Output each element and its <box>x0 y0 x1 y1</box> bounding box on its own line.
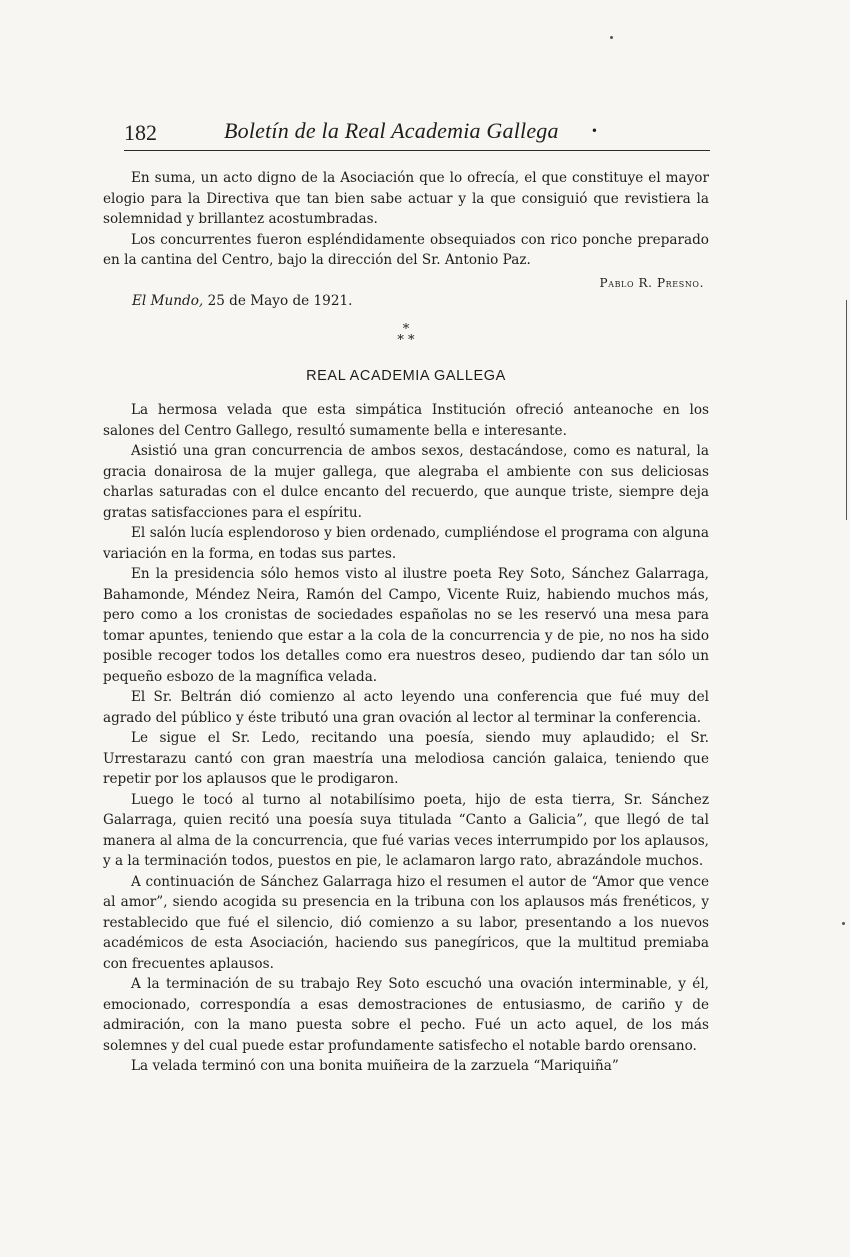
scan-speck <box>842 922 845 925</box>
scan-edge-line <box>846 300 848 520</box>
article-paragraph-10: La velada terminó con una bonita muiñeira de la zarzuela “Mariquiña” <box>131 1058 619 1074</box>
article-paragraph-3: El salón lucía esplendoroso y bien ordenado, cumpliéndose el programa con alguna variación en la forma, en todas sus partes. <box>103 525 709 562</box>
intro-paragraph-1: En suma, un acto digno de la Asociación que lo ofrecía, el que constituye el mayor elogio para la Directiva que tan bien sabe actuar y la que consiguió que revistiera la solemnidad y brillantez acostumbradas. <box>103 170 709 227</box>
article-paragraph-8: A continuación de Sánchez Galarraga hizo el resumen el autor de “Amor que vence al amor”, siendo acogida su presencia en la tribuna con los aplausos más frenéticos, y restablecido que fué el silencio, dió comienzo a su labor, presentando a los nuevos académicos de esta Asociación, haciendo sus panegíricos, que la multitud premiaba con frecuentes aplausos. <box>103 873 709 972</box>
publication-date: 25 de Mayo de 1921. <box>207 293 353 309</box>
article-paragraph-4: En la presidencia sólo hemos visto al ilustre poeta Rey Soto, Sánchez Galarraga, Bahamonde, Méndez Neira, Ramón del Campo, Vicente Ruiz, habiendo muchos más, pero como a los cronistas de sociedades españolas no se les reservó una mesa para tomar apuntes, teniendo que estar a la cola de la concurrencia y de pie, no nos ha sido posible recoger todos los detalles como era nuestros deseo, pudiendo dar tan sólo un pequeño esbozo de la magnífica velada. <box>103 566 709 685</box>
section-asterism <box>388 324 424 346</box>
author-signature: Pablo R. Presno. <box>599 276 704 290</box>
running-title: Boletín de la Real Academia Gallega <box>224 118 559 143</box>
scan-speck <box>610 36 613 39</box>
section-title: REAL ACADEMIA GALLEGA <box>306 368 506 384</box>
asterism-top: * <box>402 322 410 337</box>
intro-paragraph-2: Los concurrentes fueron espléndidamente obsequiados con rico ponche preparado en la cantina del Centro, bajo la dirección del Sr. Antonio Paz. <box>103 231 709 268</box>
asterism-bottom: * * <box>397 333 415 348</box>
article-paragraph-6: Le sigue el Sr. Ledo, recitando una poesía, siendo muy aplaudido; el Sr. Urrestarazu cantó con gran maestría una melodiosa canción galaica, teniendo que repetir por los aplausos que le prodigaron. <box>103 730 709 787</box>
source-citation <box>132 293 352 309</box>
header-mark: • <box>590 124 598 138</box>
page-header <box>124 118 710 151</box>
intro-text <box>103 168 709 271</box>
page-number: 182 <box>124 120 157 145</box>
article-paragraph-2: Asistió una gran concurrencia de ambos sexos, destacándose, como es natural, la gracia donairosa de la mujer gallega, que alegraba el ambiente con sus deliciosas charlas saturadas con el dulce encanto del recuerdo, que aunque triste, siempre deja gratas satisfacciones para el espíritu. <box>103 443 709 521</box>
newspaper-name: El Mundo, <box>132 293 204 309</box>
article-paragraph-9: A la terminación de su trabajo Rey Soto escuchó una ovación interminable, y él, emocionado, correspondía a esas demostraciones de entusiasmo, de cariño y de admiración, con la mano puesta sobre el pecho. Fué un acto aquel, de los más solemnes y del cual puede estar profundamente satisfecho el notable bardo orensano. <box>103 976 709 1054</box>
article-text <box>103 400 709 1077</box>
article-paragraph-7: Luego le tocó al turno al notabilísimo poeta, hijo de esta tierra, Sr. Sánchez Galarraga, quien recitó una poesía suya titulada “Canto a Galicia”, que llegó de tal manera al alma de la concurrencia, que fué varias veces interrumpido por los aplausos, y a la terminación todos, puestos en pie, le aclamaron largo rato, abrazándole muchos. <box>103 791 709 869</box>
article-paragraph-5: El Sr. Beltrán dió comienzo al acto leyendo una conferencia que fué muy del agrado del público y éste tributó una gran ovación al lector al terminar la conferencia. <box>103 689 709 726</box>
article-paragraph-1: La hermosa velada que esta simpática Institución ofreció anteanoche en los salones del Centro Gallego, resultó sumamente bella e interesante. <box>103 402 709 439</box>
